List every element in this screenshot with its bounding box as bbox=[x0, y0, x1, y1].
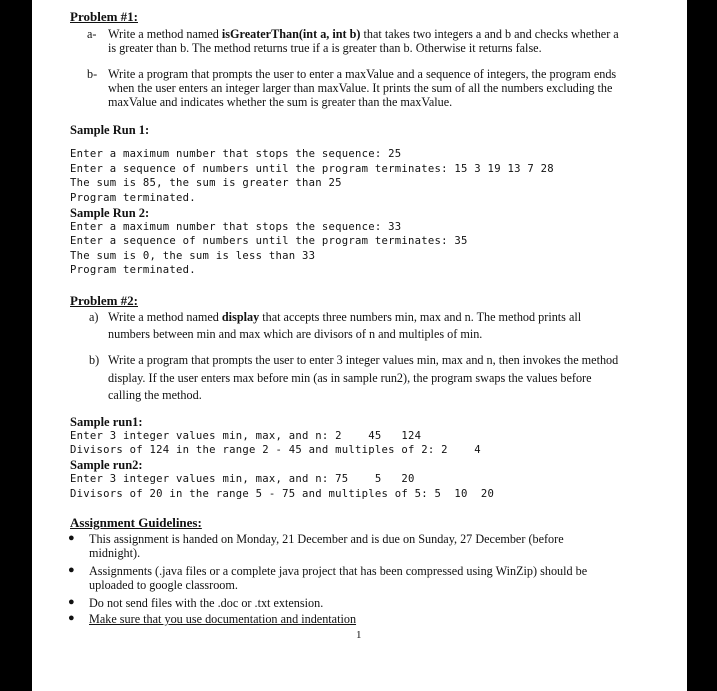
guideline-item-1-line1: This assignment is handed on Monday, 21 December and is due on Sunday, 27 December (before bbox=[89, 532, 564, 546]
code-line: Enter a sequence of numbers until the program terminates: 35 bbox=[70, 235, 468, 247]
document-page bbox=[32, 0, 687, 691]
guideline-item-4: Make sure that you use documentation and indentation bbox=[89, 612, 357, 626]
sample-run1-label: Sample run1: bbox=[70, 415, 143, 429]
code-line: Enter a maximum number that stops the sequence: 33 bbox=[70, 221, 402, 233]
method-name: display bbox=[221, 310, 260, 324]
problem1-b-line1: Write a program that prompts the user to enter a maxValue and a sequence of integers, the program ends bbox=[108, 67, 617, 81]
guideline-item-1-line2: midnight). bbox=[89, 546, 141, 560]
problem2-a-line1-post: that accepts three numbers min, max and n. The method prints all bbox=[259, 310, 582, 324]
problem1-a-line1-post: that takes two integers a and b and checks whether a bbox=[360, 27, 619, 41]
method-signature: isGreaterThan(int a, int b) bbox=[221, 27, 361, 41]
problem1-a-line1 bbox=[108, 27, 619, 41]
problem1-heading: Problem #1: bbox=[70, 9, 138, 24]
guidelines-heading: Assignment Guidelines: bbox=[70, 515, 202, 530]
problem2-a-line2: numbers between min and max which are divisors of n and multiples of min. bbox=[108, 327, 483, 341]
sample-run-2-label: Sample Run 2: bbox=[70, 206, 150, 220]
code-line: Divisors of 20 in the range 5 - 75 and multiples of 5: 5 10 20 bbox=[70, 488, 495, 500]
problem2-a-line1-pre: Write a method named bbox=[108, 310, 222, 324]
problem2-b-line1: Write a program that prompts the user to enter 3 integer values min, max and n, then invokes the method bbox=[108, 353, 619, 367]
code-line: Program terminated. bbox=[70, 264, 196, 276]
guideline-item-3: Do not send files with the .doc or .txt extension. bbox=[89, 596, 324, 610]
bullet-icon: ● bbox=[68, 596, 75, 608]
problem1-a-line2: is greater than b. The method returns true if a is greater than b. Otherwise it returns false. bbox=[108, 41, 542, 55]
code-line: Divisors of 124 in the range 2 - 45 and multiples of 2: 2 4 bbox=[70, 444, 481, 456]
problem2-a-line1 bbox=[108, 310, 581, 324]
sample-run2-label: Sample run2: bbox=[70, 458, 143, 472]
problem1-a-line1-pre: Write a method named bbox=[108, 27, 222, 41]
problem1-a-marker: a- bbox=[87, 27, 97, 41]
problem2-a-marker: a) bbox=[89, 310, 99, 324]
bullet-icon: ● bbox=[68, 612, 75, 624]
bullet-icon: ● bbox=[68, 532, 75, 544]
code-line: Enter 3 integer values min, max, and n: 2 45 124 bbox=[70, 430, 422, 442]
problem2-b-line2: display. If the user enters max before min (as in sample run2), the program swaps the values before bbox=[108, 371, 592, 385]
code-line: Program terminated. bbox=[70, 192, 196, 204]
sample-run-1-label: Sample Run 1: bbox=[70, 123, 150, 137]
page-number: 1 bbox=[356, 629, 362, 641]
problem1-b-line2: when the user enters an integer larger than maxValue. It prints the sum of all the numbers excluding the bbox=[108, 81, 613, 95]
guideline-item-2-line2: uploaded to google classroom. bbox=[89, 578, 238, 592]
code-line: The sum is 85, the sum is greater than 25 bbox=[70, 177, 342, 189]
guideline-item-2-line1: Assignments (.java files or a complete java project that has been compressed using WinZip) should be bbox=[89, 564, 588, 578]
problem1-b-line3: maxValue and indicates whether the sum is greater than the maxValue. bbox=[108, 95, 453, 109]
problem1-b-marker: b- bbox=[87, 67, 98, 81]
code-line: The sum is 0, the sum is less than 33 bbox=[70, 250, 316, 262]
problem2-heading: Problem #2: bbox=[70, 293, 138, 308]
problem2-b-marker: b) bbox=[89, 353, 100, 367]
code-line: Enter a sequence of numbers until the program terminates: 15 3 19 13 7 28 bbox=[70, 163, 554, 175]
code-line: Enter a maximum number that stops the sequence: 25 bbox=[70, 148, 402, 160]
bullet-icon: ● bbox=[68, 564, 75, 576]
code-line: Enter 3 integer values min, max, and n: 75 5 20 bbox=[70, 473, 415, 485]
problem2-b-line3: calling the method. bbox=[108, 388, 202, 402]
